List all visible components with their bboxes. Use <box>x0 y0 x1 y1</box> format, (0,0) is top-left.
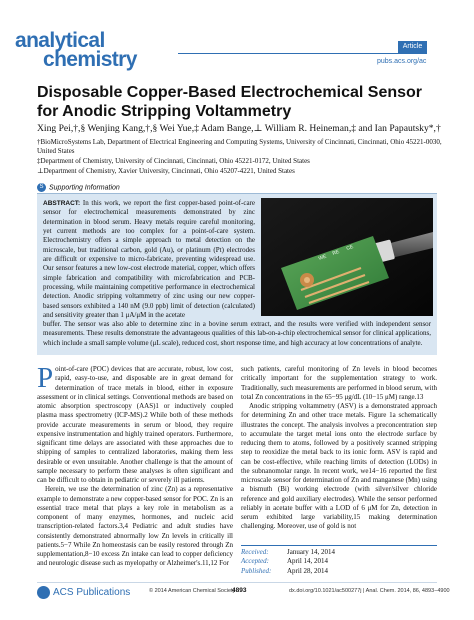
right-paragraph-2: Anodic stripping voltammetry (ASV) is a demonstrated approach for determining Zn and other trace metals. Figure 1a schematically illustrates the concept. The analysis involves a preconcentration step to accumulate the target metal ions onto the electrode surface by reducing them to atoms, followed by a positively scanned stripping step to reoxidize the metal back to its ionic form. ASV is rapid and can be cost-effective, while reaching limits of detection (LODs) in the subnanomolar range. In recent work, we14−16 reported the first microscale sensor for determination of Zn and manganese (Mn) using a bismuth (Bi) working electrode (with silver/silver chloride reference and gold auxiliary electrodes). While the sensor performed reliably in acetate buffer with a LOD of 6 μM for Zn, detection in serum exhibited large variability,15 making determination challenging. Moreover, use of gold is not <box>241 402 437 531</box>
author-list: Xing Pei,†,§ Wenjing Kang,†,§ Wei Yue,‡ Adam Bange,⊥ William R. Heineman,‡ and Ian Papautsky*,† <box>37 123 441 134</box>
accepted-label: Accepted: <box>241 557 269 566</box>
paper-title: Disposable Copper-Based Electrochemical Sensor for Anodic Stripping Voltammetry <box>37 84 423 120</box>
acs-publications-logo[interactable] <box>37 586 130 599</box>
logo-line2: chemistry <box>43 48 137 71</box>
received-row <box>241 548 437 557</box>
supporting-info-icon: S <box>37 183 46 192</box>
abstract-box <box>37 193 437 355</box>
doi-citation[interactable]: dx.doi.org/10.1021/ac500277j | Anal. Chem. 2014, 86, 4893−4900 <box>289 588 450 594</box>
intro-paragraph-2: Herein, we use the determination of zinc (Zn) as a representative example to demonstrate a new copper-based sensor for POC. Zn is an essential trace metal that plays a key role in metabolism as a component of many enzymes, hormones, and nucleic acid transcription-related factors.3,4 Pediatric and adult studies have consistently demonstrated abnormally low Zn levels in critically ill patients.5−7 While Zn homeostasis can be easily restored through Zn supplementation,8−10 excess Zn intake can lead to copper deficiency and neurologic disease such as myelopathy or Alzheimer's.11,12 For <box>37 485 233 568</box>
received-label: Received: <box>241 548 269 556</box>
abstract-body-top: In this work, we report the first copper-based point-of-care sensor for electrochemical measurements demonstrated by zinc determination in blood serum. Heavy metals require careful monitoring, yet current methods are too complex for a point-of-care system. Electrochemistry offers a simple approach to metal detection on the microscale, but traditional carbon, gold (Au), or platinum (Pt) electrodes are difficult or expensive to micro-fabricate, preventing widespread use. Our sensor features a new low-cost electrode material, copper, which offers simple fabrication and compatibility with microfabrication and PCB-processing, while maintaining competitive performance in electrochemical detection. Anodic stripping voltammetry of zinc using our new copper-based sensors exhibited a 140 nM (9.0 ppb) limit of detection (calculated) and sensitivity greater than 1 μA/μM in the acetate <box>43 199 255 320</box>
toc-graphic <box>261 198 433 316</box>
body-right-column <box>241 365 437 532</box>
abstract-text-top <box>43 199 255 320</box>
article-type-badge: Article <box>398 41 427 53</box>
footer-rule <box>37 582 437 583</box>
affiliation-3: ⊥Department of Chemistry, Xavier University, Cincinnati, Ohio 45207-4221, United States <box>37 167 295 175</box>
logo-line1: analytical <box>15 29 105 52</box>
body-left-column <box>37 362 233 569</box>
svg-text:CE: CE <box>345 243 355 252</box>
affiliation-1: †BioMicroSystems Lab, Department of Electrical Engineering and Computing Systems, University of Cincinnati, Cincinnati, Ohio 45221-0030, United States <box>37 138 442 156</box>
journal-url[interactable]: pubs.acs.org/ac <box>377 58 427 65</box>
supporting-info-link[interactable] <box>37 183 120 192</box>
abstract-text-bottom: buffer. The sensor was also able to determine zinc in a bovine serum extract, and the results were verified with independent sensor measurements. These results demonstrate the advantageous qualities of this lab-on-a-chip electrochemical sensor for clinical applications, which include a small sample volume (μL scale), reduced cost, short response time, and high accuracy at low concentrations of analyte. <box>43 320 431 347</box>
intro-paragraph-1 <box>37 362 233 485</box>
accepted-date: April 14, 2014 <box>287 557 329 566</box>
affiliation-2: ‡Department of Chemistry, University of Cincinnati, Cincinnati, Ohio 45221-0172, United States <box>37 157 310 165</box>
svg-text:RE: RE <box>331 248 341 257</box>
acs-logo-icon <box>37 586 50 599</box>
accepted-row <box>241 557 437 566</box>
drop-cap: P <box>37 362 54 394</box>
received-date: January 14, 2014 <box>287 548 336 556</box>
svg-text:WE: WE <box>317 253 328 262</box>
published-label: Published: <box>241 566 272 575</box>
published-date: April 28, 2014 <box>287 566 329 575</box>
published-row <box>241 567 437 576</box>
abstract-label: ABSTRACT: <box>43 200 81 207</box>
dates-rule <box>241 545 437 546</box>
publisher-name: ACS Publications <box>53 587 131 599</box>
supporting-info-label: Supporting Information <box>49 184 120 192</box>
copyright-notice: © 2014 American Chemical Society <box>149 588 236 594</box>
sensor-photo-illustration <box>261 198 433 316</box>
publication-dates <box>241 548 437 576</box>
right-paragraph-1: such patients, careful monitoring of Zn levels in blood becomes critically important for the supplementation strategy to work. Traditionally, such measurements are performed in blood serum, with total Zn concentrations in the 65−95 μg/dL (10−15 μM) range.13 <box>241 365 437 401</box>
journal-logo <box>15 29 155 71</box>
header-rule <box>178 53 427 54</box>
page-number: 4893 <box>232 587 247 594</box>
intro-paragraph-1-text: oint-of-care (POC) devices that are accurate, robust, low cost, rapid, easy-to-use, and disposable are in great demand for determination of trace metals in blood, either in exposure assessment or in clinical settings. Conventional methods are based on atomic absorption spectroscopy (AAS)1 or inductively coupled plasma mass spectrometry (ICP-MS).2 While both of these methods provide accurate measurements in serum or blood, they require expensive instrumentation and highly trained operators. Furthermore, significant time delays are associated with these approaches due to shipping of samples to centralized laboratories, making them less desirable or even unsuitable. Another challenge is that the amount of sample necessary to perform these analyses is often significant and can be difficult to obtain in pediatric or severely ill patients. <box>37 365 233 484</box>
